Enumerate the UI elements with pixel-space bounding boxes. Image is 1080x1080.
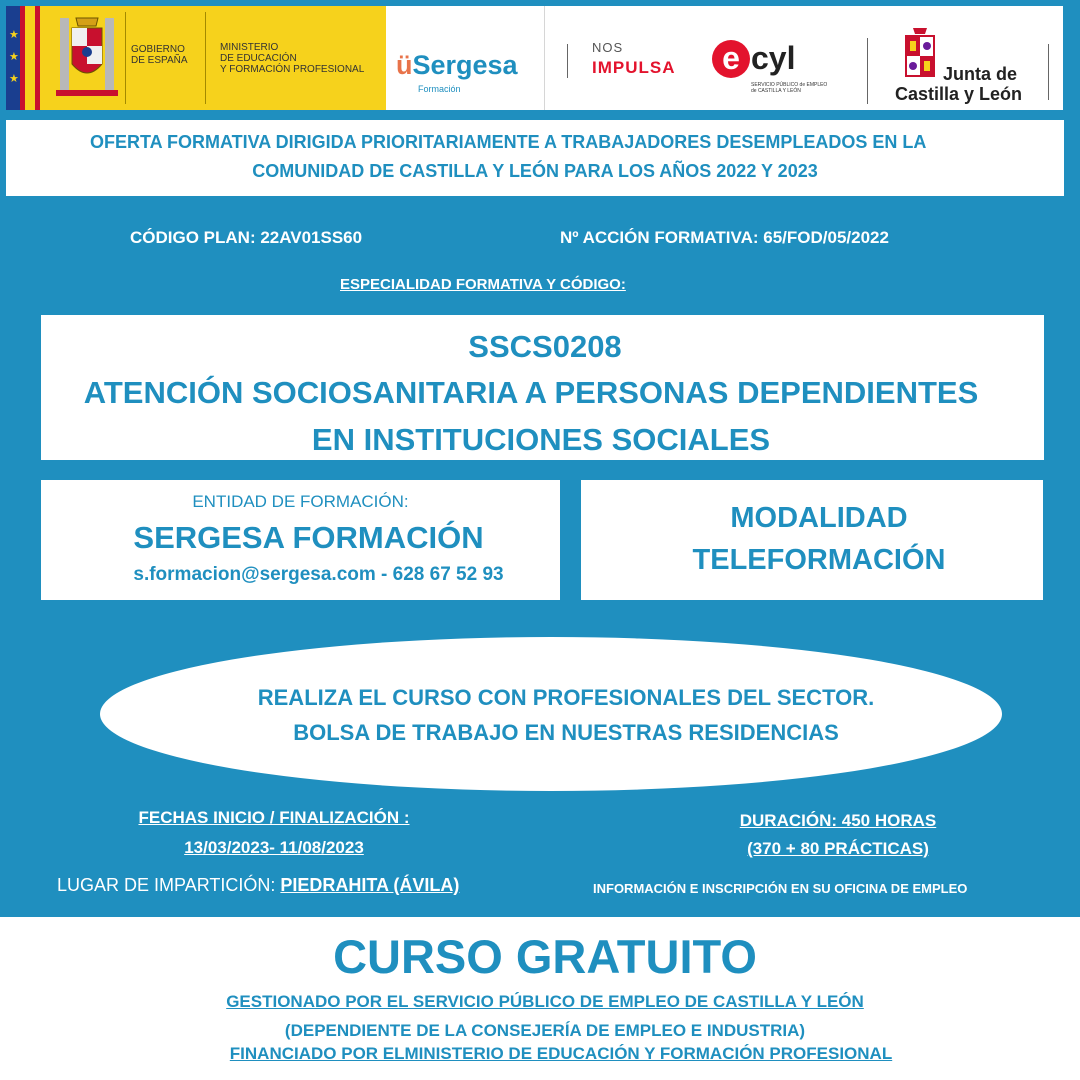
promo-line2: BOLSA DE TRABAJO EN NUESTRAS RESIDENCIAS [293, 720, 839, 745]
eu-star-icon: ★ [9, 73, 19, 85]
specialty-name-line1: ATENCIÓN SOCIOSANITARIA A PERSONAS DEPENDIENTES [83, 375, 979, 410]
footer-line3: FINANCIADO POR ELMINISTERIO DE EDUCACIÓN Y FORMACIÓN PROFESIONAL [229, 1044, 893, 1063]
ecyl-sub-line1: SERVICIO PÚBLICO de EMPLEO [751, 82, 828, 88]
spain-flag-stripe-yellow [25, 6, 35, 110]
logo-separator [567, 44, 568, 78]
logo-divider [125, 12, 126, 104]
entity-contact [41, 564, 596, 586]
gov-line2: DE ESPAÑA [131, 55, 188, 66]
eu-star-icon: ★ [9, 51, 19, 63]
modality-line1: MODALIDAD [730, 502, 908, 534]
ministry-text [220, 42, 364, 75]
enrollment-info: INFORMACIÓN E INSCRIPCIÓN EN SU OFICINA DE EMPLEO [593, 881, 968, 896]
footer-box [0, 917, 1080, 1080]
modality-box [581, 480, 1043, 600]
entity-contact-text: s.formacion@sergesa.com - 628 67 52 93 [133, 564, 504, 585]
entity-name: SERGESA FORMACIÓN [133, 520, 484, 555]
ecyl-sub [751, 82, 827, 94]
promo-ellipse [100, 637, 1002, 791]
sergesa-logo [396, 50, 518, 81]
specialty-name-line2: EN INSTITUCIONES SOCIALES [311, 422, 771, 457]
offer-header-line2: COMUNIDAD DE CASTILLA Y LEÓN PARA LOS AÑOS 2022 Y 2023 [252, 161, 818, 181]
logo-separator [1048, 44, 1049, 100]
modality-line2: TELEFORMACIÓN [692, 544, 946, 576]
ministry-line1: MINISTERIO [220, 42, 279, 53]
specialty-title: ESPECIALIDAD FORMATIVA Y CÓDIGO: [340, 276, 626, 293]
specialty-code: SSCS0208 [468, 329, 622, 364]
ministry-line2: DE EDUCACIÓN [220, 53, 297, 64]
ecyl-logo-text: cyl [751, 40, 796, 76]
ministry-line3: Y FORMACIÓN PROFESIONAL [220, 64, 365, 75]
place-label: LUGAR DE IMPARTICIÓN: [57, 875, 276, 895]
promo-line1: REALIZA EL CURSO CON PROFESIONALES DEL SECTOR. [257, 685, 875, 710]
offer-header-box [6, 120, 1064, 196]
junta-line1: Junta de [943, 64, 1018, 84]
dates-label: FECHAS INICIO / FINALIZACIÓN : [138, 808, 410, 827]
sergesa-logo-text: Sergesa [412, 50, 518, 80]
partners-logo-block [545, 6, 1063, 110]
gobierno-text [131, 44, 188, 66]
ecyl-sub-line2: de CASTILLA Y LEÓN [751, 88, 801, 94]
ecyl-e-icon: e [712, 40, 750, 78]
sergesa-sub: Formación [418, 84, 461, 94]
sergesa-mark-icon: ü [396, 50, 413, 80]
gov-line1: GOBIERNO [131, 44, 185, 55]
logo-separator [867, 38, 868, 104]
offer-header-line1: OFERTA FORMATIVA DIRIGIDA PRIORITARIAMENTE A TRABAJADORES DESEMPLEADOS EN LA [90, 132, 927, 152]
place-row [57, 875, 459, 896]
duration-line1: DURACIÓN: 450 HORAS [739, 811, 937, 830]
footer-line1: GESTIONADO POR EL SERVICIO PÚBLICO DE EMPLEO DE CASTILLA Y LEÓN [226, 992, 864, 1011]
specialty-box [41, 315, 1044, 460]
nos-text: NOS [592, 40, 624, 55]
place-value: PIEDRAHITA (ÁVILA) [280, 875, 460, 895]
eu-star-icon: ★ [9, 29, 19, 41]
dates-value: 13/03/2023- 11/08/2023 [184, 838, 364, 857]
spain-coat-of-arms-icon [52, 14, 122, 102]
entity-label: ENTIDAD DE FORMACIÓN: [192, 492, 409, 511]
duration-line2: (370 + 80 PRÁCTICAS) [747, 839, 929, 858]
footer-line2: (DEPENDIENTE DE LA CONSEJERÍA DE EMPLEO E INDUSTRIA) [284, 1021, 806, 1040]
action-number: Nº ACCIÓN FORMATIVA: 65/FOD/05/2022 [560, 228, 889, 247]
junta-coat-of-arms-icon [903, 26, 937, 84]
impulsa-text: IMPULSA [592, 58, 676, 77]
logo-divider [205, 12, 206, 104]
training-entity-box [41, 480, 560, 600]
junta-line2: Castilla y León [895, 84, 1023, 104]
plan-code: CÓDIGO PLAN: 22AV01SS60 [130, 228, 363, 247]
sergesa-logo-block [386, 6, 545, 110]
free-course-title: CURSO GRATUITO [333, 930, 757, 983]
